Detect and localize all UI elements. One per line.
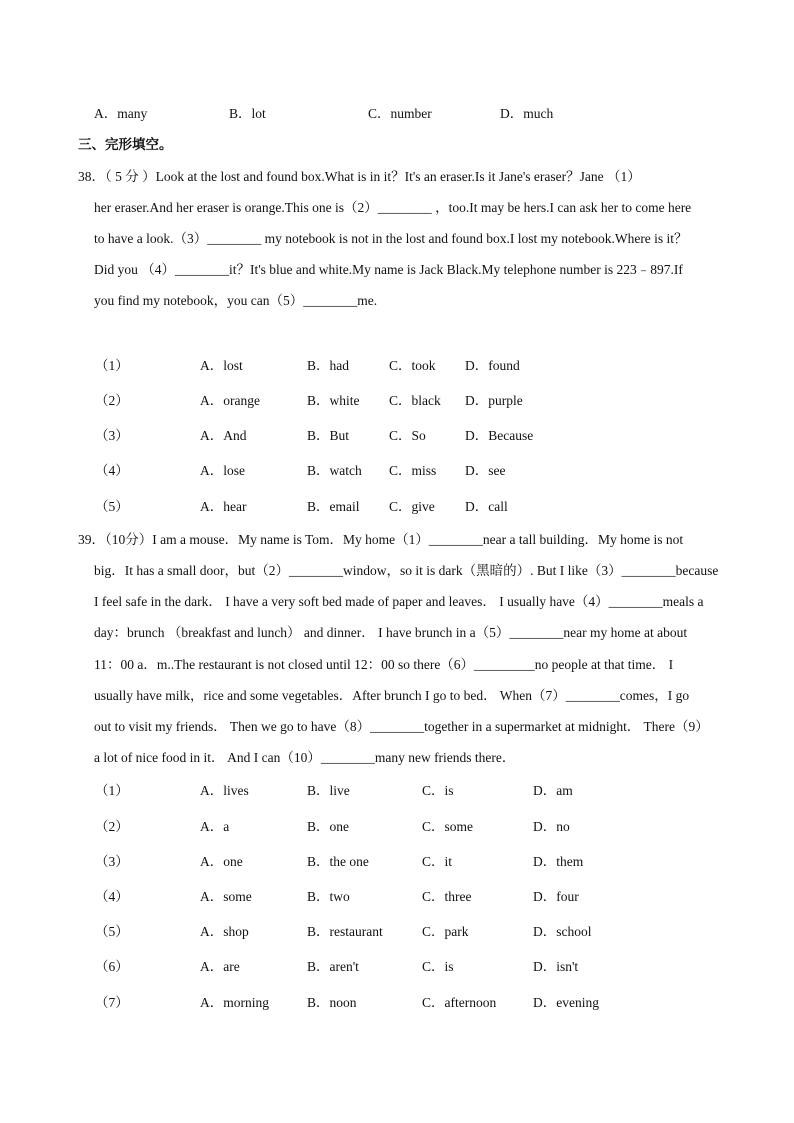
question-number: （2）: [95, 819, 129, 834]
option-a: A．shop: [200, 924, 249, 939]
option-a: A．some: [200, 889, 252, 904]
option-c: C．is: [422, 959, 454, 974]
option-d: D．Because: [465, 428, 534, 443]
option-d: D．them: [533, 854, 584, 869]
option-d: D．four: [533, 889, 579, 904]
option-b: B．restaurant: [307, 924, 383, 939]
q38-passage-line: you find my notebook，you can（5）________me.: [94, 293, 378, 308]
option-a: A．And: [200, 428, 247, 443]
option-c: C．three: [422, 889, 472, 904]
question-number: （3）: [95, 854, 129, 869]
q38-passage-line: to have a look.（3）________ my notebook is not in the lost and found box.I lost my notebook.Where is it？: [94, 231, 688, 246]
q37-option-a: A．many: [94, 106, 148, 121]
option-c: C．took: [389, 358, 436, 373]
option-c: C．miss: [389, 463, 437, 478]
q39-passage-line: day：brunch （breakfast and lunch） and dinner． I have brunch in a（5）________near my home at about: [94, 625, 688, 640]
option-d: D．evening: [533, 995, 599, 1010]
option-c: C．it: [422, 854, 453, 869]
q37-option-d: D．much: [500, 106, 554, 121]
option-c: C．some: [422, 819, 474, 834]
question-number: （5）: [95, 499, 129, 514]
option-c: C．give: [389, 499, 435, 514]
option-b: B．had: [307, 358, 349, 373]
q39-passage-line: out to visit my friends． Then we go to have（8）________together in a supermarket at midnight． There（9）: [94, 719, 709, 734]
option-a: A．morning: [200, 995, 269, 1010]
section-heading: 三、完形填空。: [78, 137, 173, 153]
option-c: C．So: [389, 428, 426, 443]
option-d: D．found: [465, 358, 520, 373]
option-b: B．one: [307, 819, 349, 834]
question-number: （4）: [95, 889, 129, 904]
question-number: （4）: [95, 463, 129, 478]
option-b: B．noon: [307, 995, 357, 1010]
option-a: A．one: [200, 854, 243, 869]
option-d: D．see: [465, 463, 506, 478]
option-b: B．the one: [307, 854, 369, 869]
option-a: A．a: [200, 819, 230, 834]
option-b: B．white: [307, 393, 360, 408]
option-d: D．no: [533, 819, 570, 834]
option-a: A．orange: [200, 393, 260, 408]
option-d: D．isn't: [533, 959, 579, 974]
option-a: A．lives: [200, 783, 249, 798]
option-d: D．school: [533, 924, 592, 939]
option-d: D．purple: [465, 393, 523, 408]
q38-passage-line: 38．（ 5 分 ）Look at the lost and found box.What is in it？It's an eraser.Is it Jane's eraser？Jane （1）: [78, 169, 641, 184]
option-b: B．But: [307, 428, 350, 443]
option-c: C．is: [422, 783, 454, 798]
question-number: （6）: [95, 959, 129, 974]
q38-passage-line: Did you （4）________it？It's blue and white.My name is Jack Black.My telephone number is 223﹣897.If: [94, 262, 683, 277]
option-d: D．am: [533, 783, 573, 798]
option-b: B．watch: [307, 463, 362, 478]
option-c: C．afternoon: [422, 995, 497, 1010]
option-a: A．hear: [200, 499, 247, 514]
option-b: B．live: [307, 783, 350, 798]
question-number: （1）: [95, 783, 129, 798]
q38-passage-line: her eraser.And her eraser is orange.This one is（2）________ ，too.It may be hers.I can ask her to come here: [94, 200, 692, 215]
option-b: B．two: [307, 889, 350, 904]
option-c: C．park: [422, 924, 469, 939]
question-number: （3）: [95, 428, 129, 443]
q39-passage-line: usually have milk，rice and some vegetables．After brunch I go to bed． When（7）________comes，I go: [94, 688, 690, 703]
q37-option-b: B．lot: [229, 106, 266, 121]
question-number: （5）: [95, 924, 129, 939]
option-c: C．black: [389, 393, 441, 408]
q39-passage-line: big．It has a small door，but（2）________window，so it is dark（黑暗的）. But I like（3）________because: [94, 563, 719, 578]
option-b: B．email: [307, 499, 360, 514]
q39-passage-line: a lot of nice food in it． And I can（10）________many new friends there．: [94, 750, 516, 765]
option-a: A．lose: [200, 463, 245, 478]
option-a: A．are: [200, 959, 240, 974]
q39-passage-line: 11：00 a．m..The restaurant is not closed until 12：00 so there（6）_________no people at that time． I: [94, 657, 674, 672]
option-a: A．lost: [200, 358, 243, 373]
question-number: （7）: [95, 995, 129, 1010]
q37-option-c: C．number: [368, 106, 432, 121]
option-d: D．call: [465, 499, 508, 514]
question-number: （2）: [95, 393, 129, 408]
q39-passage-line: 39．（10分）I am a mouse．My name is Tom．My home（1）________near a tall building．My home is not: [78, 532, 684, 547]
q39-passage-line: I feel safe in the dark． I have a very soft bed made of paper and leaves． I usually have（4）________meals a: [94, 594, 704, 609]
question-number: （1）: [95, 358, 129, 373]
option-b: B．aren't: [307, 959, 359, 974]
